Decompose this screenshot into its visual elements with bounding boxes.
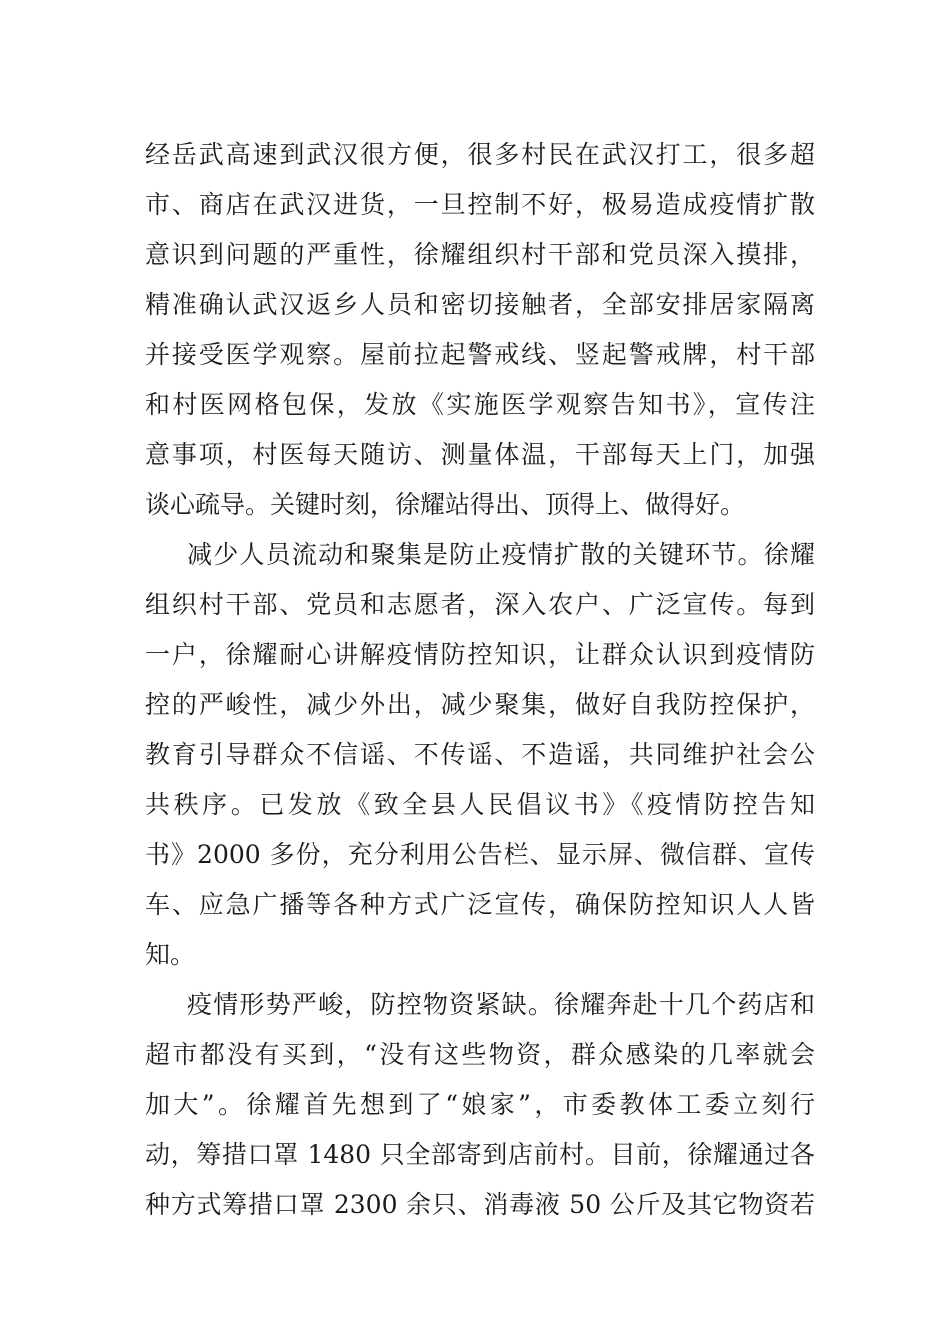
text-line: 减少人员流动和聚集是防止疫情扩散的关键环节。徐耀 — [187, 540, 815, 569]
text-line: 知。 — [145, 940, 196, 969]
text-line: 控的严峻性，减少外出，减少聚集，做好自我防控保护， — [145, 690, 815, 719]
text-line: 组织村干部、党员和志愿者，深入农户、广泛宣传。每到 — [145, 590, 815, 619]
text-line: 疫情形势严峻，防控物资紧缺。徐耀奔赴十几个药店和 — [187, 990, 815, 1019]
text-line: 意事项，村医每天随访、测量体温，干部每天上门，加强 — [145, 440, 815, 469]
text-line: 车、应急广播等各种方式广泛宣传，确保防控知识人人皆 — [145, 890, 815, 919]
paragraph — [145, 530, 815, 980]
text-line: 和村医网格包保，发放《实施医学观察告知书》，宣传注 — [145, 390, 815, 419]
text-line: 种方式筹措口罩 2300 余只、消毒液 50 公斤及其它物资若 — [145, 1190, 815, 1219]
paragraph — [145, 130, 815, 530]
text-line: 共秩序。已发放《致全县人民倡议书》《疫情防控告知 — [145, 790, 815, 819]
text-line: 超市都没有买到，“没有这些物资，群众感染的几率就会 — [145, 1040, 815, 1069]
text-line: 谈心疏导。关键时刻，徐耀站得出、顶得上、做得好。 — [145, 490, 746, 519]
text-line: 并接受医学观察。屋前拉起警戒线、竖起警戒牌，村干部 — [145, 340, 815, 369]
text-line: 意识到问题的严重性，徐耀组织村干部和党员深入摸排， — [145, 240, 815, 269]
text-line: 经岳武高速到武汉很方便，很多村民在武汉打工，很多超 — [145, 140, 815, 169]
text-line: 书》2000 多份，充分利用公告栏、显示屏、微信群、宣传 — [145, 840, 815, 869]
document-body — [145, 130, 815, 1230]
text-line: 教育引导群众不信谣、不传谣、不造谣，共同维护社会公 — [145, 740, 815, 769]
text-line: 精准确认武汉返乡人员和密切接触者，全部安排居家隔离 — [145, 290, 815, 319]
text-line: 加大”。徐耀首先想到了“娘家”，市委教体工委立刻行 — [145, 1090, 815, 1119]
text-line: 动，筹措口罩 1480 只全部寄到店前村。目前，徐耀通过各 — [145, 1140, 815, 1169]
text-line: 一户，徐耀耐心讲解疫情防控知识，让群众认识到疫情防 — [145, 640, 815, 669]
paragraph — [145, 980, 815, 1230]
text-line: 市、商店在武汉进货，一旦控制不好，极易造成疫情扩散 — [145, 190, 815, 219]
